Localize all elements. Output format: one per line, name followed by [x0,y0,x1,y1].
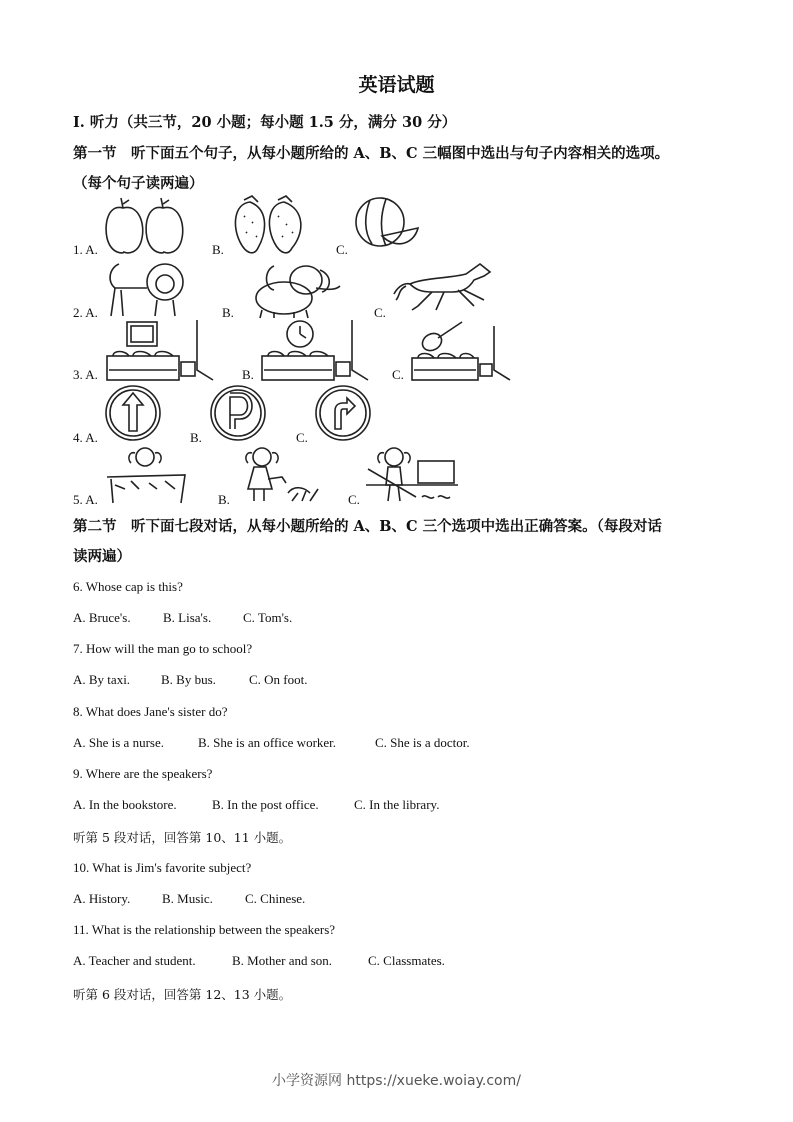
girl-sweeping-icon [366,445,458,503]
lion-image [105,258,195,325]
question-9-option-b: B. In the post office. [212,797,319,812]
parking-sign-image [210,385,266,446]
item-1-c-label: C. [336,242,348,257]
item-3-c-label: C. [392,367,404,382]
question-9-option-a: A. In the bookstore. [73,797,177,812]
question-8-option-b: B. She is an office worker. [198,735,337,750]
sofa-picture-image [105,320,213,387]
sofa-guitar-image [410,320,510,387]
item-1-label: 1. A. [73,242,98,257]
item-2-label: 2. A. [73,305,98,320]
watermelon-icon [354,196,420,254]
question-10-option-c: C. Chinese. [245,891,306,906]
sofa-guitar-icon [410,320,510,382]
question-9: 9. Where are the speakers? [73,766,213,781]
girl-washing-image [105,445,189,508]
dialogue-6-note: 听第 6 段对话，回答第 12、13 小题。 [73,987,292,1002]
item-5-c-label: C. [348,492,360,507]
question-10-option-a: A. History. [73,891,131,906]
item-3-b-label: B. [242,367,254,382]
strawberries-icon [232,196,310,256]
horse-icon [392,260,492,316]
question-7-option-a: A. By taxi. [73,672,131,687]
question-8: 8. What does Jane's sister do? [73,704,228,719]
girl-watering-image [238,445,324,508]
question-7: 7. How will the man go to school? [73,641,253,656]
item-2-c-label: C. [374,305,386,320]
parking-sign-icon [210,385,266,441]
question-7-option-c: C. On foot. [249,672,308,687]
item-2-b-label: B. [222,305,234,320]
question-6-option-c: C. Tom's. [243,610,293,625]
section2-heading-note: 读两遍） [73,548,131,565]
question-11: 11. What is the relationship between the speakers? [73,922,336,937]
question-11-option-c: C. Classmates. [368,953,445,968]
girl-washing-icon [105,445,189,503]
section2-heading: 第二节 听下面七段对话，从每小题所给的 A、B、C 三个选项中选出正确答案。（每段对话 [73,518,662,535]
part-heading: I. 听力（共三节，20 小题；每小题 1.5 分，满分 30 分） [73,114,457,131]
strawberries-image [232,196,310,261]
item-4-b-label: B. [190,430,202,445]
go-straight-sign-image [105,385,161,446]
girl-watering-icon [238,445,324,503]
lion-icon [105,258,195,320]
section1-heading: 第一节 听下面五个句子，从每小题所给的 A、B、C 三幅图中选出与句子内容相关的选项。 [73,145,670,162]
sofa-clock-image [260,320,368,387]
turn-right-sign-icon [315,385,371,441]
dialogue-5-note: 听第 5 段对话，回答第 10、11 小题。 [73,830,292,845]
item-5-label: 5. A. [73,492,98,507]
question-7-option-b: B. By bus. [161,672,216,687]
item-4-label: 4. A. [73,430,98,445]
question-11-option-b: B. Mother and son. [232,953,333,968]
item-5-b-label: B. [218,492,230,507]
question-6-option-a: A. Bruce's. [73,610,131,625]
go-straight-sign-icon [105,385,161,441]
question-9-option-c: C. In the library. [354,797,440,812]
section1-heading-note: （每个句子读两遍） [73,175,204,192]
question-8-option-a: A. She is a nurse. [73,735,164,750]
girl-sweeping-image [366,445,458,508]
elephant-image [244,260,344,325]
elephant-icon [244,260,344,320]
sofa-clock-icon [260,320,368,382]
footer-watermark: 小学资源网 https://xueke.woiay.com/ [272,1073,521,1089]
item-4-c-label: C. [296,430,308,445]
question-10-option-b: B. Music. [162,891,213,906]
item-1-b-label: B. [212,242,224,257]
apples-image [103,196,185,261]
horse-image [392,260,492,321]
question-6: 6. Whose cap is this? [73,579,183,594]
question-8-option-c: C. She is a doctor. [375,735,470,750]
page-title: 英语试题 [358,74,435,96]
watermelon-image [354,196,420,259]
question-10: 10. What is Jim's favorite subject? [73,860,252,875]
sofa-picture-icon [105,320,213,382]
question-11-option-a: A. Teacher and student. [73,953,196,968]
item-3-label: 3. A. [73,367,98,382]
turn-right-sign-image [315,385,371,446]
question-6-option-b: B. Lisa's. [163,610,212,625]
apples-icon [103,196,185,256]
